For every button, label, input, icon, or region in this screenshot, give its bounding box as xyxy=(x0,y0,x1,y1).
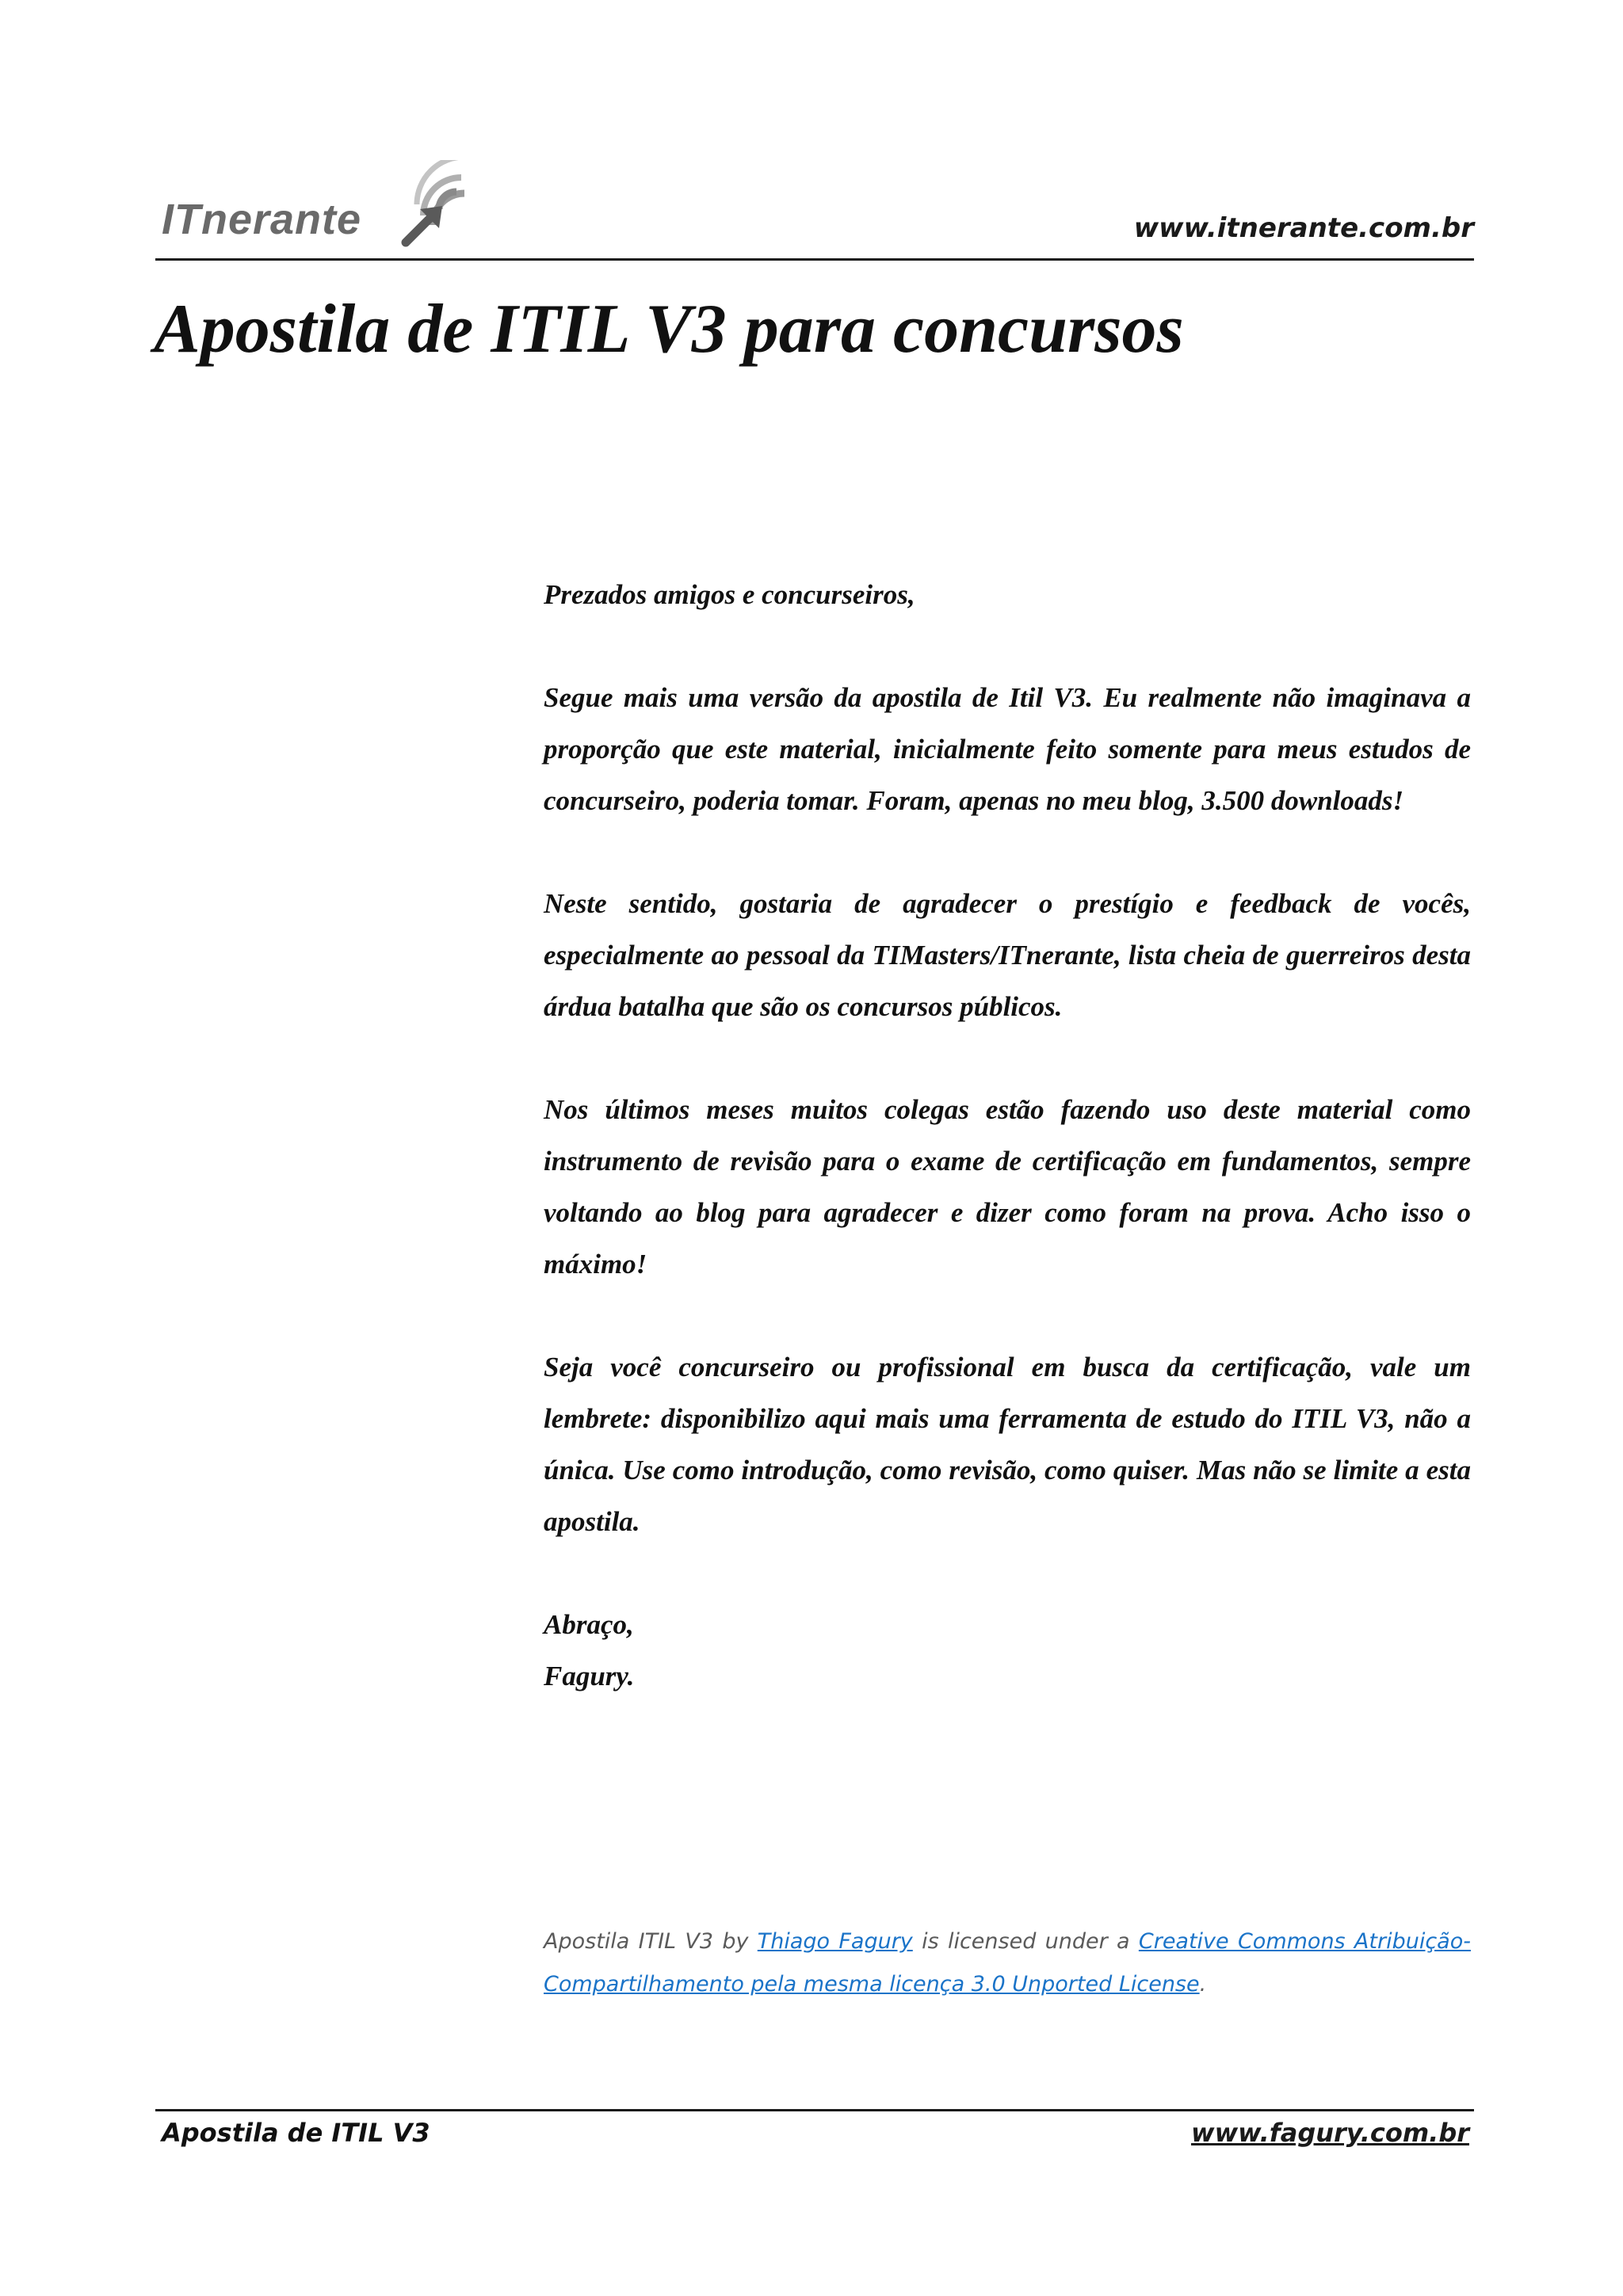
letter-body xyxy=(544,569,1471,1702)
license-prefix: Apostila ITIL V3 by xyxy=(544,1929,758,1954)
footer-document-name: Apostila de ITIL V3 xyxy=(162,2118,430,2148)
footer-site-link[interactable]: www.fagury.com.br xyxy=(1191,2118,1469,2148)
page-header xyxy=(155,155,1474,261)
itnerante-logo[interactable] xyxy=(162,160,495,247)
letter-closing: Abraço, xyxy=(544,1609,634,1640)
letter-paragraph: Neste sentido, gostaria de agradecer o prestígio e feedback de vocês, especialmente ao pessoal da TIMasters/ITnerante, lista cheia de guerreiros desta árdua batalha que são os concursos públicos. xyxy=(544,888,1471,1022)
license-middle: is licensed under a xyxy=(912,1929,1139,1954)
header-site-url[interactable]: www.itnerante.com.br xyxy=(1133,212,1474,244)
author-link[interactable]: Thiago Fagury xyxy=(757,1929,913,1954)
letter-paragraph: Seja você concurseiro ou profissional em busca da certificação, vale um lembrete: disponibilizo aqui mais uma ferramenta de estudo do ITIL V3, não a única. Use como introdução, como revisão, como quiser. Mas não se limite a esta apostila. xyxy=(544,1352,1471,1537)
license-link[interactable]: Creative Commons Atribuição-Compartilhamento pela mesma licença 3.0 Unported License xyxy=(544,1929,1471,1997)
letter-paragraph: Segue mais uma versão da apostila de Itil V3. Eu realmente não imaginava a proporção que este material, inicialmente feito somente para meus estudos de concurseiro, poderia tomar. Foram, apenas no meu blog, 3.500 downloads! xyxy=(544,682,1471,816)
letter-paragraph: Nos últimos meses muitos colegas estão fazendo uso deste material como instrumento de revisão para o exame de certificação em fundamentos, sempre voltando ao blog para agradecer e dizer como foram na prova. Acho isso o máximo! xyxy=(544,1094,1471,1280)
signal-arrow-icon xyxy=(399,160,495,247)
letter-signature: Fagury. xyxy=(544,1661,635,1691)
page-footer xyxy=(155,2109,1474,2159)
license-suffix: . xyxy=(1199,1972,1207,1997)
logo-text: ITnerante xyxy=(162,196,362,243)
letter-greeting: Prezados amigos e concurseiros, xyxy=(544,579,915,610)
document-title: Apostila de ITIL V3 para concursos xyxy=(154,291,1184,368)
license-notice xyxy=(544,1920,1471,2006)
